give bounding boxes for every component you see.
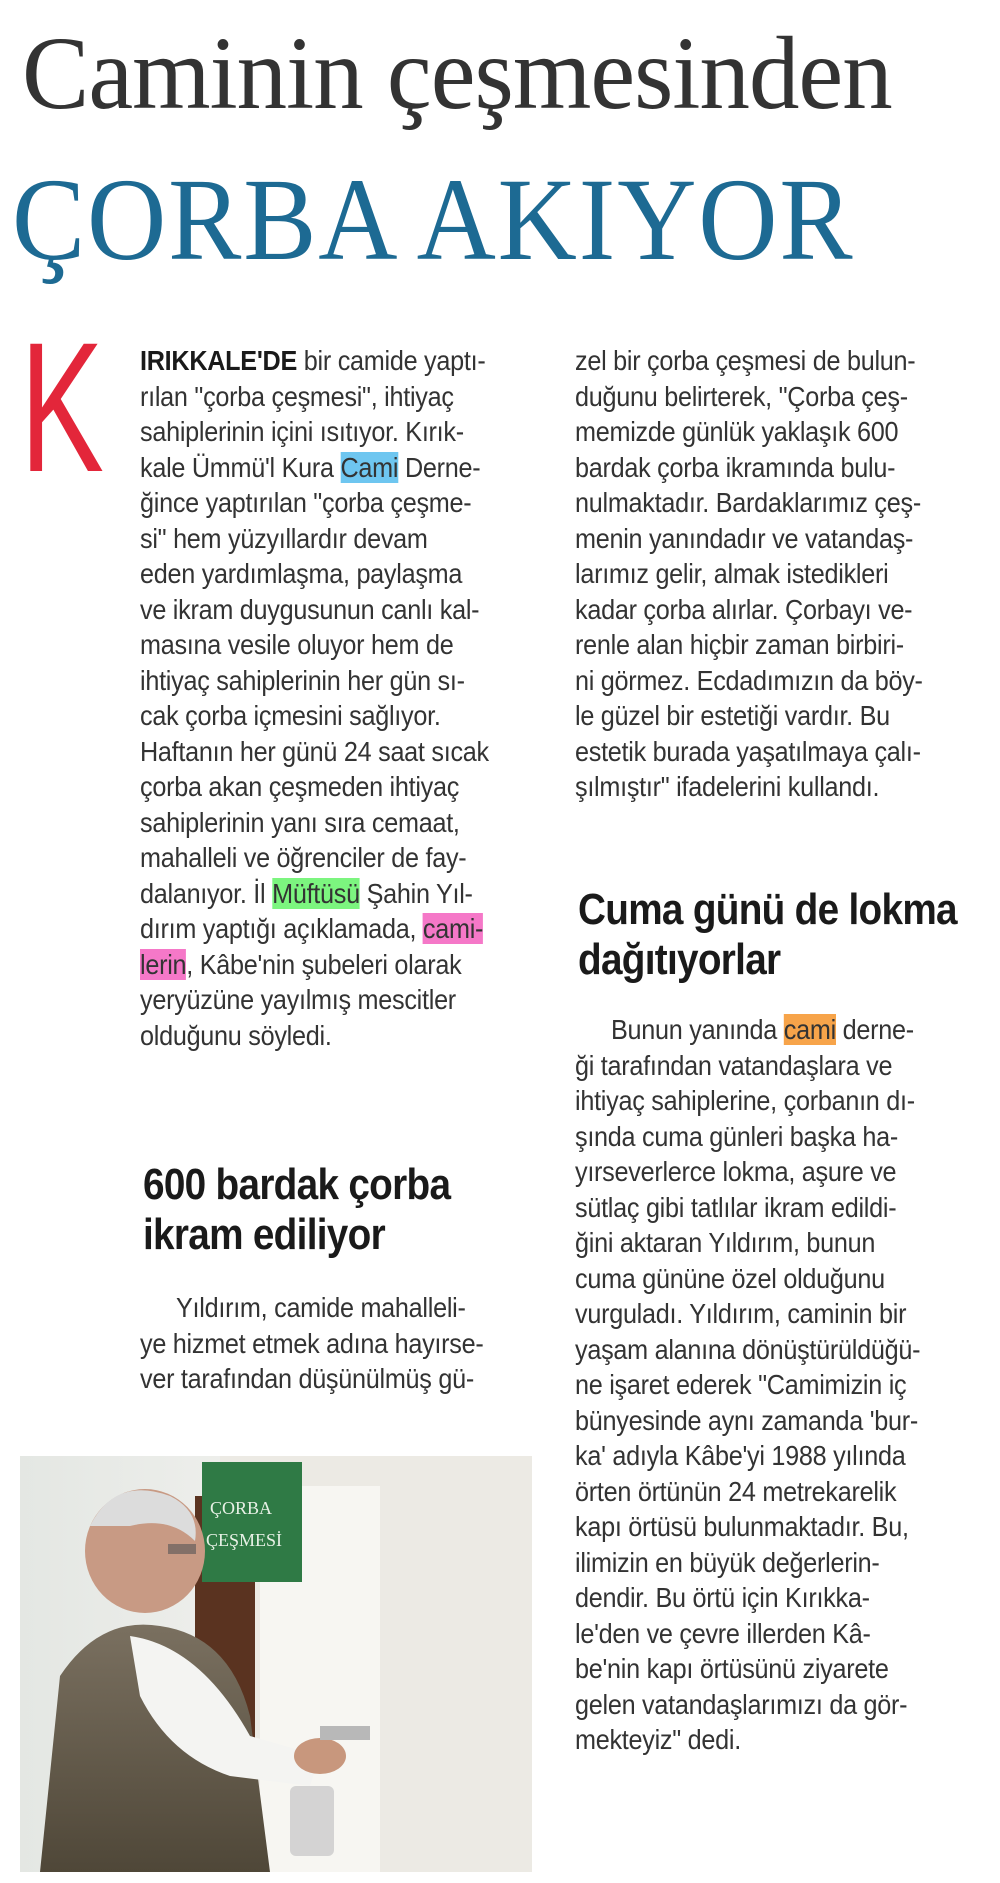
text-line: vurguladı. Yıldırım, caminin bir [575, 1298, 907, 1329]
sign-text-2: ÇEŞMESİ [206, 1530, 283, 1550]
highlight-cami: Cami [340, 451, 399, 483]
text-line: masına vesile oluyor hem de [140, 629, 454, 660]
text-line: estetik burada yaşatılmaya çalı- [575, 735, 921, 767]
text-line: kadar çorba alırlar. Çorbayı ve- [575, 593, 913, 625]
text-line: şılmıştır" ifadelerini kullandı. [575, 771, 880, 802]
sign-text-1: ÇORBA [210, 1498, 273, 1518]
text-line: ğince yaptırılan "çorba çeşme- [140, 487, 472, 518]
text-line [140, 876, 500, 912]
text-line: bünyesinde aynı zamanda 'bur- [575, 1404, 919, 1436]
text-fragment: Bunun yanında [611, 1014, 784, 1045]
text-line: Haftanın her günü 24 saat sıcak [140, 735, 489, 767]
text-line: ğini aktaran Yıldırım, bunun [575, 1227, 876, 1258]
text-fragment: dırım yaptığı açıklamada, [140, 913, 423, 944]
cup [290, 1786, 334, 1856]
text-line [140, 947, 500, 983]
text-line: mekteyiz" dedi. [575, 1724, 741, 1755]
text-fragment: dalanıyor. İl [140, 877, 273, 909]
text-line: ilimizin en büyük değerlerin- [575, 1546, 880, 1578]
text-line: menin yanındadır ve vatandaş- [575, 522, 914, 554]
text-line: zel bir çorba çeşmesi de bulun- [575, 345, 916, 376]
text-fragment: derne- [835, 1014, 914, 1045]
text-line [140, 343, 500, 379]
text-line: sahiplerinin yanı sıra cemaat, [140, 806, 460, 838]
text-fragment: Şahin Yıl- [359, 877, 473, 909]
text-line: sütlaç gibi tatlılar ikram edildi- [575, 1191, 897, 1223]
text-line: cak çorba içmesini sağlıyor. [140, 700, 441, 731]
text-line: Yıldırım, camide mahalleli- [176, 1292, 466, 1323]
text-line: ve ikram duygusunun canlı kal- [140, 593, 480, 625]
text-line: nulmaktadır. Bardaklarımız çeş- [575, 487, 921, 518]
sign-board [202, 1462, 302, 1582]
highlight-cami2: cami- [422, 913, 484, 944]
subhead-line: ikram ediliyor [143, 1210, 385, 1259]
left-column [140, 343, 540, 1053]
text-line: yırseverlerce lokma, aşure ve [575, 1156, 897, 1187]
text-line: örten örtünün 24 metrekarelik [575, 1475, 897, 1507]
text-line: ni görmez. Ecdadımızın da böy- [575, 664, 923, 696]
text-line: le'den ve çevre illerden Kâ- [575, 1617, 871, 1649]
text-line: kapı örtüsü bulunmaktadır. Bu, [575, 1511, 909, 1542]
text-line: ye hizmet etmek adına hayırse- [140, 1327, 484, 1359]
text-line: ka' adıyla Kâbe'yi 1988 yılında [575, 1440, 906, 1471]
lead-bold: IRIKKALE'DE [140, 345, 298, 376]
text-line: olduğunu söyledi. [140, 1019, 332, 1051]
text-line [140, 450, 500, 486]
headline-line2: ÇORBA AKIYOR [12, 154, 855, 285]
text-fragment: , Kâbe'nin şubeleri olarak [186, 948, 462, 980]
headline-line1: Caminin çeşmesinden [22, 16, 892, 131]
text-line: si" hem yüzyıllardır devam [140, 522, 428, 554]
text-line: be'nin kapı örtüsünü ziyarete [575, 1653, 889, 1684]
right-column-2 [575, 1012, 995, 1758]
highlight-muftusu: Müftüsü [272, 877, 360, 909]
text-fragment: bir camide yaptı- [297, 345, 486, 376]
subhead-left [143, 1160, 492, 1260]
text-line: gelen vatandaşlarımızı da gör- [575, 1688, 908, 1720]
text-line [140, 911, 500, 947]
subhead-line: 600 bardak çorba [143, 1160, 451, 1209]
text-line: yaşam alanına dönüştürüldüğü- [575, 1333, 921, 1365]
text-line: bardak çorba ikramında bulu- [575, 451, 896, 483]
highlight-lerin: lerin [140, 948, 187, 980]
text-line: ver tarafından düşünülmüş gü- [140, 1363, 474, 1394]
text-line: rılan "çorba çeşmesi", ihtiyaç [140, 380, 454, 412]
text-line: le güzel bir estetiği vardır. Bu [575, 700, 890, 731]
text-fragment: Derne- [398, 451, 481, 483]
text-line: cuma gününe özel olduğunu [575, 1262, 885, 1294]
subhead-line: Cuma günü de lokma [578, 885, 957, 934]
text-line [575, 1012, 953, 1048]
text-line: ği tarafından vatandaşlara ve [575, 1049, 893, 1081]
text-line: sahiplerinin içini ısıtıyor. Kırık- [140, 416, 464, 447]
photo-illustration [20, 1456, 532, 1872]
text-line: memizde günlük yaklaşık 600 [575, 416, 899, 447]
text-line: çorba akan çeşmeden ihtiyaç [140, 771, 460, 802]
subhead-line: dağıtıyorlar [578, 935, 781, 984]
text-line: ne işaret ederek "Camimizin iç [575, 1369, 907, 1400]
text-line: mahalleli ve öğrenciler de fay- [140, 842, 467, 873]
subhead-right [578, 885, 1000, 985]
text-line: ihtiyaç sahiplerine, çorbanın dı- [575, 1085, 915, 1116]
left-column-2 [140, 1290, 540, 1397]
drop-cap: K [20, 305, 104, 511]
text-line: renle alan hiçbir zaman birbiri- [575, 629, 904, 660]
text-line: duğunu belirterek, "Çorba çeş- [575, 380, 908, 412]
highlight-cami-orange: cami [783, 1014, 836, 1045]
text-line: yeryüzüne yayılmış mescitler [140, 984, 456, 1015]
text-line: larımız gelir, almak istedikleri [575, 558, 889, 589]
text-line: ihtiyaç sahiplerinin her gün sı- [140, 664, 465, 696]
text-line: dendir. Bu örtü için Kırıkka- [575, 1582, 870, 1613]
article-photo [20, 1456, 532, 1872]
text-fragment: kale Ümmü'l Kura [140, 451, 341, 483]
right-column [575, 343, 995, 805]
text-line: eden yardımlaşma, paylaşma [140, 558, 463, 589]
text-line: şında cuma günleri başka ha- [575, 1120, 899, 1152]
